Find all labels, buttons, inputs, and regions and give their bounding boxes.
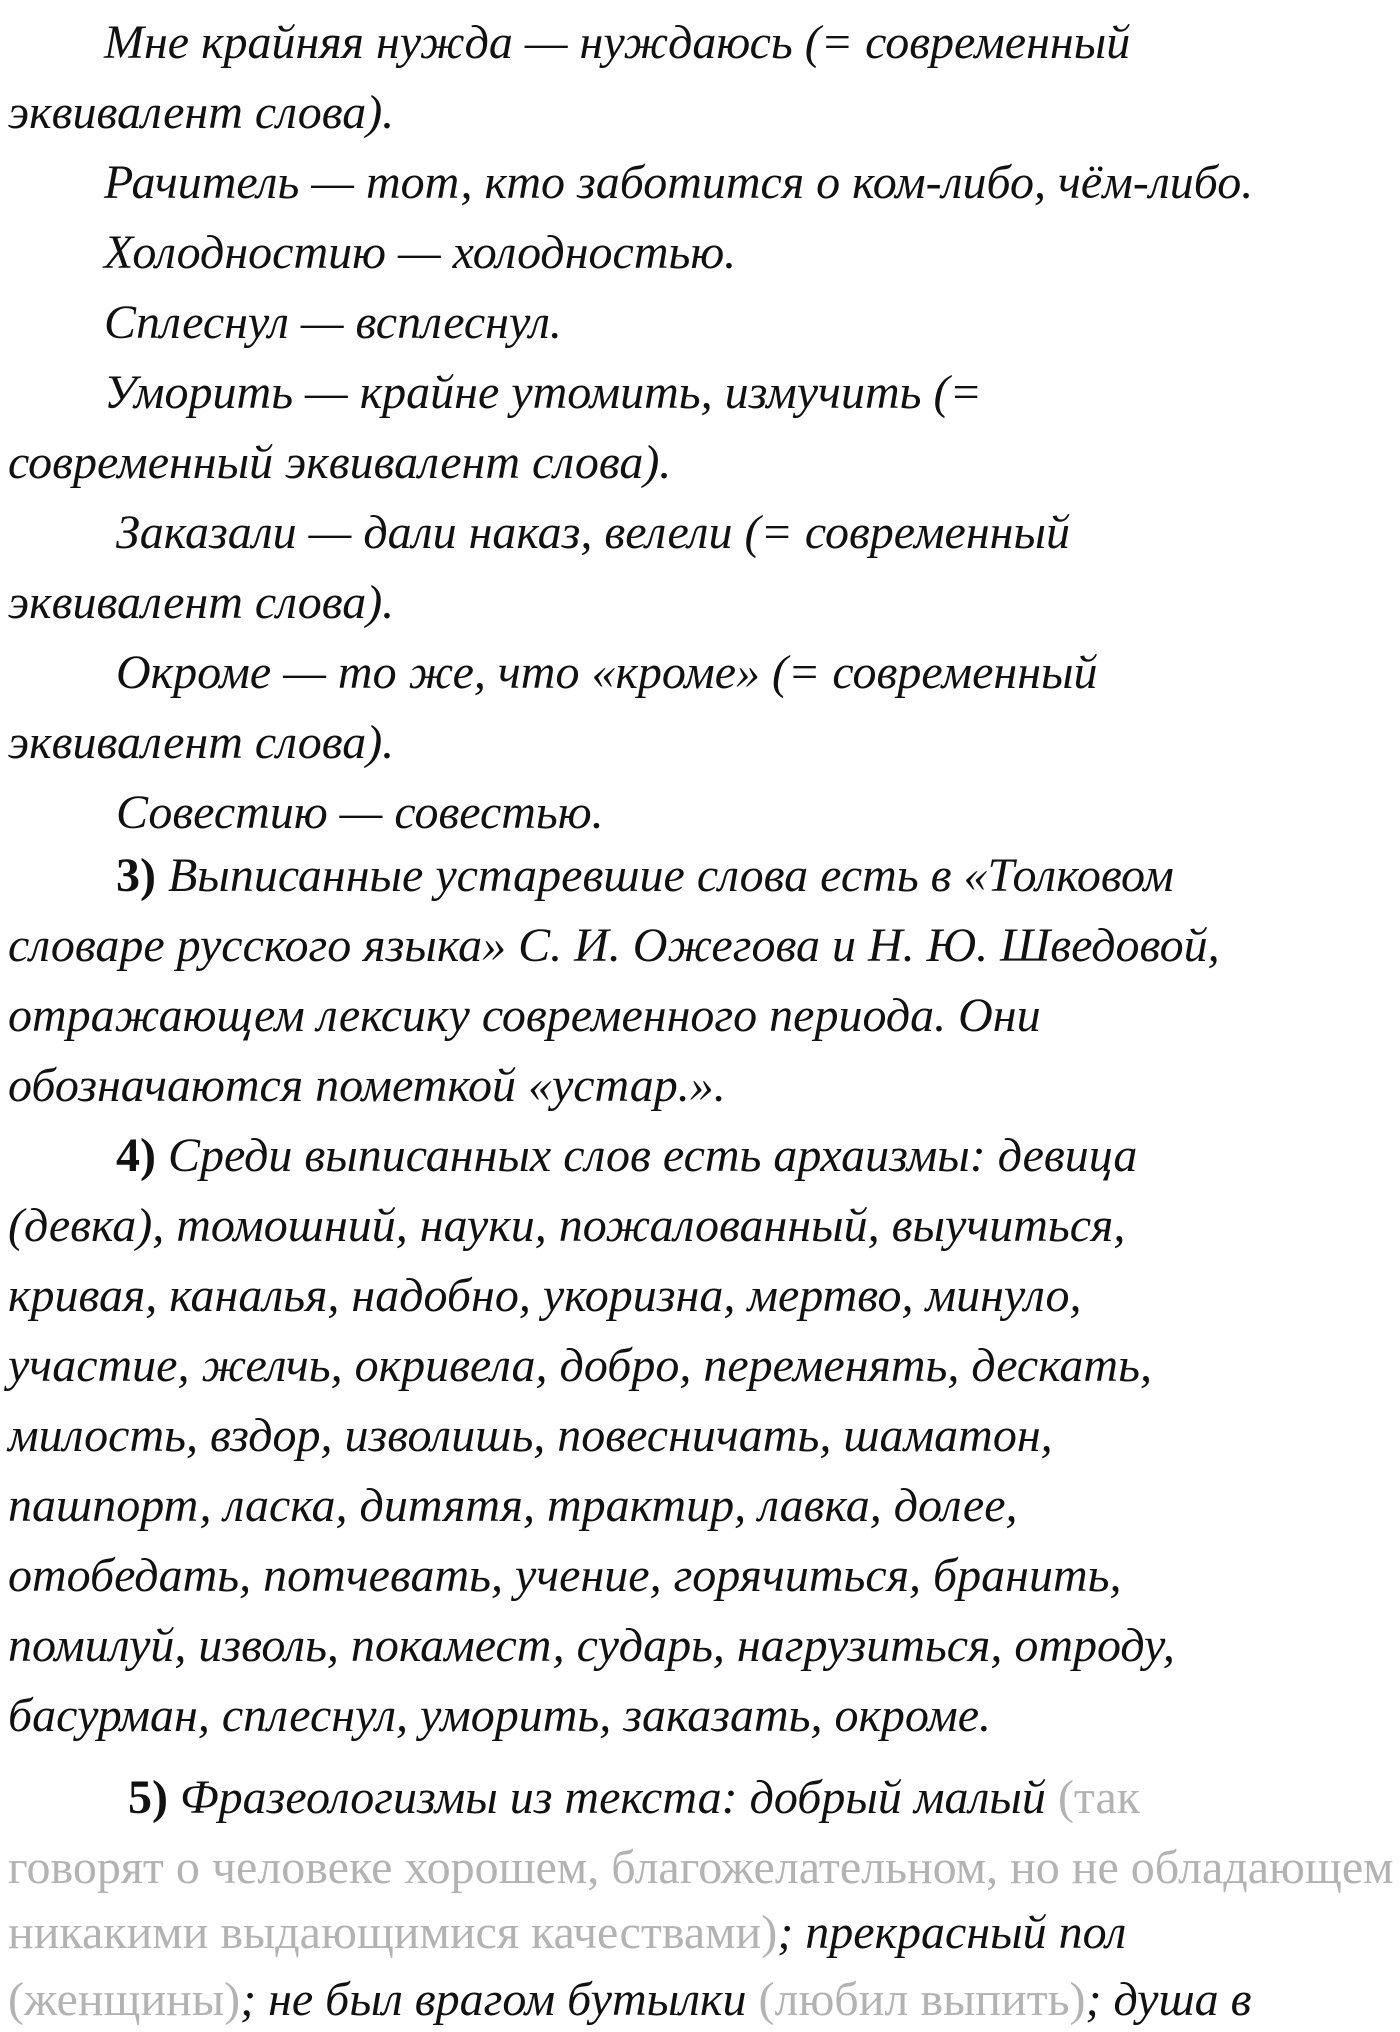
text-segment: участие, желчь, окривела, добро, переменять, дескать, [8,1339,1152,1392]
text-line [104,155,1253,211]
item-number: 4) [116,1129,156,1182]
item-number: 5) [128,1771,168,1824]
text-line [8,988,1041,1044]
text-line [8,1840,1394,1896]
text-line [8,1548,1121,1604]
text-line [116,645,1098,701]
text-segment: словаре русского языка» С. И. Ожегова и Н. Ю. Шведовой, [8,919,1220,972]
text-segment: Мне крайняя нужда — нуждаюсь (= современный [104,16,1131,69]
gloss-segment: (женщины) [8,1973,241,2026]
text-segment: (девка), томошний, науки, пожалованный, выучиться, [8,1199,1126,1252]
text-line [8,1268,1081,1324]
text-segment: отражающем лексику современного периода. Они [8,989,1041,1042]
text-line [104,295,562,351]
text-segment: ; прекрасный пол [777,1906,1127,1959]
text-line [8,1618,1175,1674]
gloss-segment: (любил выпить) [758,1973,1086,2026]
text-segment: басурман, сплеснул, уморить, заказать, окроме. [8,1689,992,1742]
text-line [8,918,1220,974]
text-segment: милость, вздор, изволишь, повесничать, шаматон, [8,1409,1053,1462]
text-line [8,715,394,771]
text-line [8,1905,1126,1961]
text-segment: пашпорт, ласка, дитятя, трактир, лавка, долее, [8,1479,1018,1532]
text-segment: Сплеснул — всплеснул. [104,296,562,349]
text-segment: эквивалент слова). [8,716,395,769]
text-segment: помилуй, изволь, покамест, сударь, нагрузиться, отроду, [8,1619,1175,1672]
text-line [8,1408,1053,1464]
text-line [104,15,1130,71]
text-segment: Холодностию — холодностью. [104,226,737,279]
text-line [116,785,604,841]
text-line [8,1688,991,1744]
text-segment: Рачитель — тот, кто заботится о ком-либо, чём-либо. [104,156,1254,209]
text-line [104,365,982,421]
text-segment: Выписанные устаревшие слова есть в «Толковом [155,849,1174,902]
text-segment: Среди выписанных слов есть архаизмы: девица [155,1129,1138,1182]
text-segment: эквивалент слова). [8,86,395,139]
text-line [8,85,394,141]
text-line [104,225,736,281]
text-line [8,575,394,631]
text-line [116,848,1174,904]
text-line [8,1972,1252,2028]
text-segment: ; душа в [1085,1973,1252,2026]
text-segment: современный эквивалент слова). [8,436,672,489]
text-line [128,1770,1140,1826]
gloss-segment: никакими выдающимися качествами) [8,1906,778,1959]
text-segment: обозначаются пометкой «устар.». [8,1059,726,1112]
gloss-segment: (так [1045,1771,1141,1824]
text-line [116,505,1070,561]
text-segment: эквивалент слова). [8,576,395,629]
text-segment: Фразеологизмы из текста: добрый малый [167,1771,1046,1824]
text-segment: отобедать, потчевать, учение, горячиться, бранить, [8,1549,1122,1602]
text-line [116,1128,1137,1184]
text-segment: Окроме — то же, что «кроме» (= современный [116,646,1098,699]
text-line [8,1198,1125,1254]
text-line [8,435,671,491]
text-line [8,1478,1018,1534]
text-segment: ; не был врагом бутылки [240,1973,759,2026]
text-segment: Заказали — дали наказ, велели (= современный [116,506,1070,559]
text-segment: Совестию — совестью. [116,786,604,839]
item-number: 3) [116,849,156,902]
text-segment: Уморить — крайне утомить, измучить (= [104,366,982,419]
text-line [8,1338,1152,1394]
gloss-segment: говорят о человеке хорошем, благожелательном, но не обладающем [8,1841,1394,1894]
text-segment: кривая, каналья, надобно, укоризна, мертво, минуло, [8,1269,1082,1322]
text-line [8,1058,726,1114]
